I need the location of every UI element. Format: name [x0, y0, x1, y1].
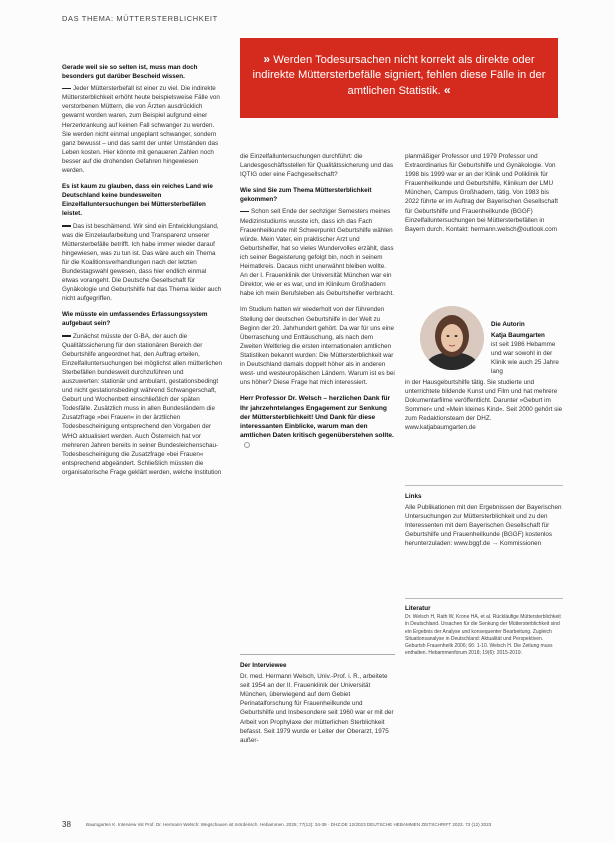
- question-1: Gerade weil sie so selten ist, muss man doch besonders gut darüber Bescheid wissen.: [62, 64, 198, 81]
- question-4: Wie sind Sie zum Thema Müttersterblichkeit gekommen?: [240, 187, 372, 204]
- dash-icon: [62, 335, 71, 336]
- page-number: 38: [62, 820, 71, 829]
- answer-1: Jeder Müttersterbefall ist einer zu viel. Die indirekte Müttersterblichkeit erhöht heute beispielsweise Fälle von verstorbenen Müttern, die von Ärzten ausdrücklich gewarnt worden waren, zum Beispiel aufgrund einer Herzerkrankung auf keinen Fall schwanger zu werden. Sie werden nicht einmal ungeplant schwanger, sondern ganz bewusst – und das samt der unter Umständen das Leben kosten. Hier könnte mit genaueren Zahlen noch besser auf die drohenden Gefahren hingewiesen werden.: [62, 85, 220, 175]
- author-photo: [420, 306, 484, 370]
- literature-box: [405, 598, 563, 657]
- literature-title: Literatur: [405, 605, 431, 612]
- pull-quote-text: Werden Todesursachen nicht korrekt als direkte oder indirekte Müttersterbefälle signiert, fehlen diese Fälle in der amtlichen Statistik.: [252, 54, 546, 97]
- author-bio: in der Hausgeburtshilfe tätig. Sie studierte und unterrichtete bildende Kunst und Film und hat mehrere Dokumentarfilme veröffentlicht. Darunter »Geburt im Sommer« und »Mein kleines Kind«. Seit 2000 gehört sie zum Redaktionsteam der DHZ. www.katjabaumgarten.de: [405, 379, 563, 432]
- quote-open: »: [263, 52, 271, 66]
- interviewee-divider: [240, 654, 395, 655]
- answer-5: Im Studium hatten wir wiederholt von der führenden Stellung der deutschen Geburtshilfe in der Welt zu Beginn der 20. Jahrhundert gehört. Da war für uns eine Überraschung und Enttäuschung, als nach dem Zweiten Weltkrieg die ersten internationalen amtlichen Statistiken bekannt wurden: Die Müttersterblichkeit war in Deutschland damals doppelt höher als in anderen west- und westeuropäischen Ländern. Warum ist es bei uns höher? Diese Frage hat mich interessiert.: [240, 306, 395, 387]
- interviewee-title: Der Interviewee: [240, 662, 287, 669]
- dash-icon: [62, 88, 71, 89]
- interviewee-text: Dr. med. Hermann Welsch, Univ.-Prof. i. R., arbeitete seit 1954 an der II. Frauenklinik der Universität München, überwiegend auf dem Gebiet Perinatalforschung für Frauenheilkunde und Geburtshilfe und Insbesondere seit 1960 war er mit der Arbeit von Prophylaxe der mütterlichen Sterblichkeit befasst. Seit 1979 wurde er Leiter der Oberarzt, 1975 außer-: [240, 673, 394, 744]
- links-title: Links: [405, 493, 422, 500]
- section-label: DAS THEMA: MÜTTERSTERBLICHKEIT: [62, 14, 218, 23]
- literature-text: Dr. Welsch H, Rath W, Krone HA, et al. Rückläufige Müttersterblichkeit in Deutschland. Ursachen für die Senkung der Müttersterblichkeit sind ein Ergebnis der Analyse und konsequenter Bearbeitung. Zugleich Situationsanalyse in Deutschland: Aktualität und Perspektiven. Geburtsh Frauenheilk 2006; 66: 1-10. Welsch H. Die Zeitung muss enthalten. Hebammenforum 2018; 19(6): 2015-2019.: [405, 614, 561, 657]
- author-name: Katja Baumgarten: [491, 332, 545, 340]
- quote-close: «: [443, 83, 451, 97]
- interviewee-continued: planmäßiger Professor und 1979 Professor und Extraordinarius für Geburtshilfe und Gynäkologie. Von 1998 bis 1999 war er an der Klinik und Poliklinik für Frauenheilkunde und Geburtshilfe, Klinikum der LMU München, Campus Großhadern, tätig. Von 1983 bis 2022 führte er im Auftrag der Bayerischen Gesellschaft für Geburtshilfe und Frauenheilkunde (BGGF) Einzelfalluntersuchungen bei Müttersterbefällen in Bayern durch. Kontakt: hermann.welsch@outlook.com: [405, 153, 558, 233]
- end-mark-icon: [244, 442, 250, 448]
- links-box: [405, 485, 563, 549]
- answer-2: Das ist beschämend. Wir sind ein Entwicklungsland, was die Einzelaufarbeitung und Transparenz unserer Müttersterbefälle betrifft. Ich habe immer wieder darauf hingewiesen, was zu tun ist. Das wäre auch ein Thema für die Koalitionsverhandlungen nach der letzten Bundestagswahl gewesen, dass hier endlich einmal etwas vorangeht. Die Deutsche Gesellschaft für Gynäkologie und Geburtshilfe hat das Thema leider auch nicht aufgegriffen.: [62, 222, 222, 303]
- footer-citation: Baumgarten K. Interview mit Prof. Dr. Hermann Welsch: Wegschauen ist mörderisch. Hebammen. 2025; 77(12): 34-39 · DHZ.DE 12/2023 DEUTSCHE HEBAMMEN ZEITSCHRIFT 2023. 73 (12) 2023: [86, 822, 492, 827]
- author-title: Die Autorin: [491, 321, 525, 328]
- question-2: Es ist kaum zu glauben, dass ein reiches Land wie Deutschland keine bundesweiten Einzelfalluntersuchungen bei Müttersterbefällen leistet.: [62, 183, 213, 218]
- answer-3: Zunächst müsste der G-BA, der auch die Qualitätssicherung für den stationären Bereich der Geburtshilfe angeordnet hat, den Auftrag erteilen, Einzelfalluntersuchungen bei möglichst allen mütterlichen Sterbefällen bundesweit durchzuführen und auszuwerten: stationär und ambulant, gestationsbedingt und nicht gestationsbedingt während Schwangerschaft, Geburt und Wochenbett einschließlich der späten Todesfälle. Zusätzlich muss in allen Bundesländern die Zusatzfrage »bei Frauen« in der ärztlichen Todesbescheinigung entsprechend den Vorgaben der WHO aktualisiert werden. Auch Österreich hat vor mehreren Jahren bereits in seiner Bundesleichenschau-Todesbescheinigung die Zusatzfrage »bei Frauen« entsprechend abgeändert. Schließlich müssten die organisatorische Frage geklärt werden, welche Institution: [62, 332, 222, 476]
- links-text[interactable]: Alle Publikationen mit den Ergebnissen der Bayerischen Untersuchungen zur Müttersterblichkeit und zu den Interessenten mit dem Bayerischen Gesellschaft für Geburtshilfe und Frauenheilkunde (BGGF) kostenlos herunterzuladen: www.bggf.de → Kommissionen: [405, 504, 562, 548]
- column-3: [405, 152, 560, 241]
- dash-icon: [240, 211, 249, 212]
- dash-icon: [62, 225, 71, 226]
- author-intro: ist seit 1986 Hebamme und war sowohl in der Klinik wie auch 25 Jahre lang: [491, 341, 559, 376]
- pull-quote: [240, 38, 558, 118]
- answer-4: Schon seit Ende der sechziger Semesters meines Medizinstudiums wusste ich, dass ich das Fach Frauenheilkunde mit Schwerpunkt Geburtshilfe wählen würde. Mein Vater, ein praktischer Arzt und Geburtshelfer, hat so vieles Wundervolles erzählt, dass ich seiner Begeisterung gefolgt bin, noch in seinem Heimatkreis. Dacaus nicht unerwähnt bleiben wollte. An der I. Frauenklinik der Universität München war ein Direktor, wie er es war, und im Klinikum Großhadern habe ich mein Berufsleben als Geburtshelfer verbracht.: [240, 208, 395, 298]
- interviewee-box: [240, 661, 395, 745]
- question-3: Wie müsste ein umfassendes Erfassungssystem aufgebaut sein?: [62, 311, 208, 328]
- column-1: [62, 63, 222, 484]
- closing-remark: Herr Professor Dr. Welsch – herzlichen Dank für Ihr jahrzehntelanges Engagement zur Senkung der Müttersterblichkeit! Und Dank für diese interessanten Einblicke, warum man den amtlichen Daten kritisch gegenüberstehen sollte.: [240, 394, 395, 450]
- answer-3-continued: die Einzelfalluntersuchungen durchführt: die Landesgeschäftsstellen für Qualitätssicherung und das IQTIG oder eine Fachgesellschaft?: [240, 153, 393, 179]
- author-caption: [491, 320, 563, 377]
- column-2: [240, 152, 395, 457]
